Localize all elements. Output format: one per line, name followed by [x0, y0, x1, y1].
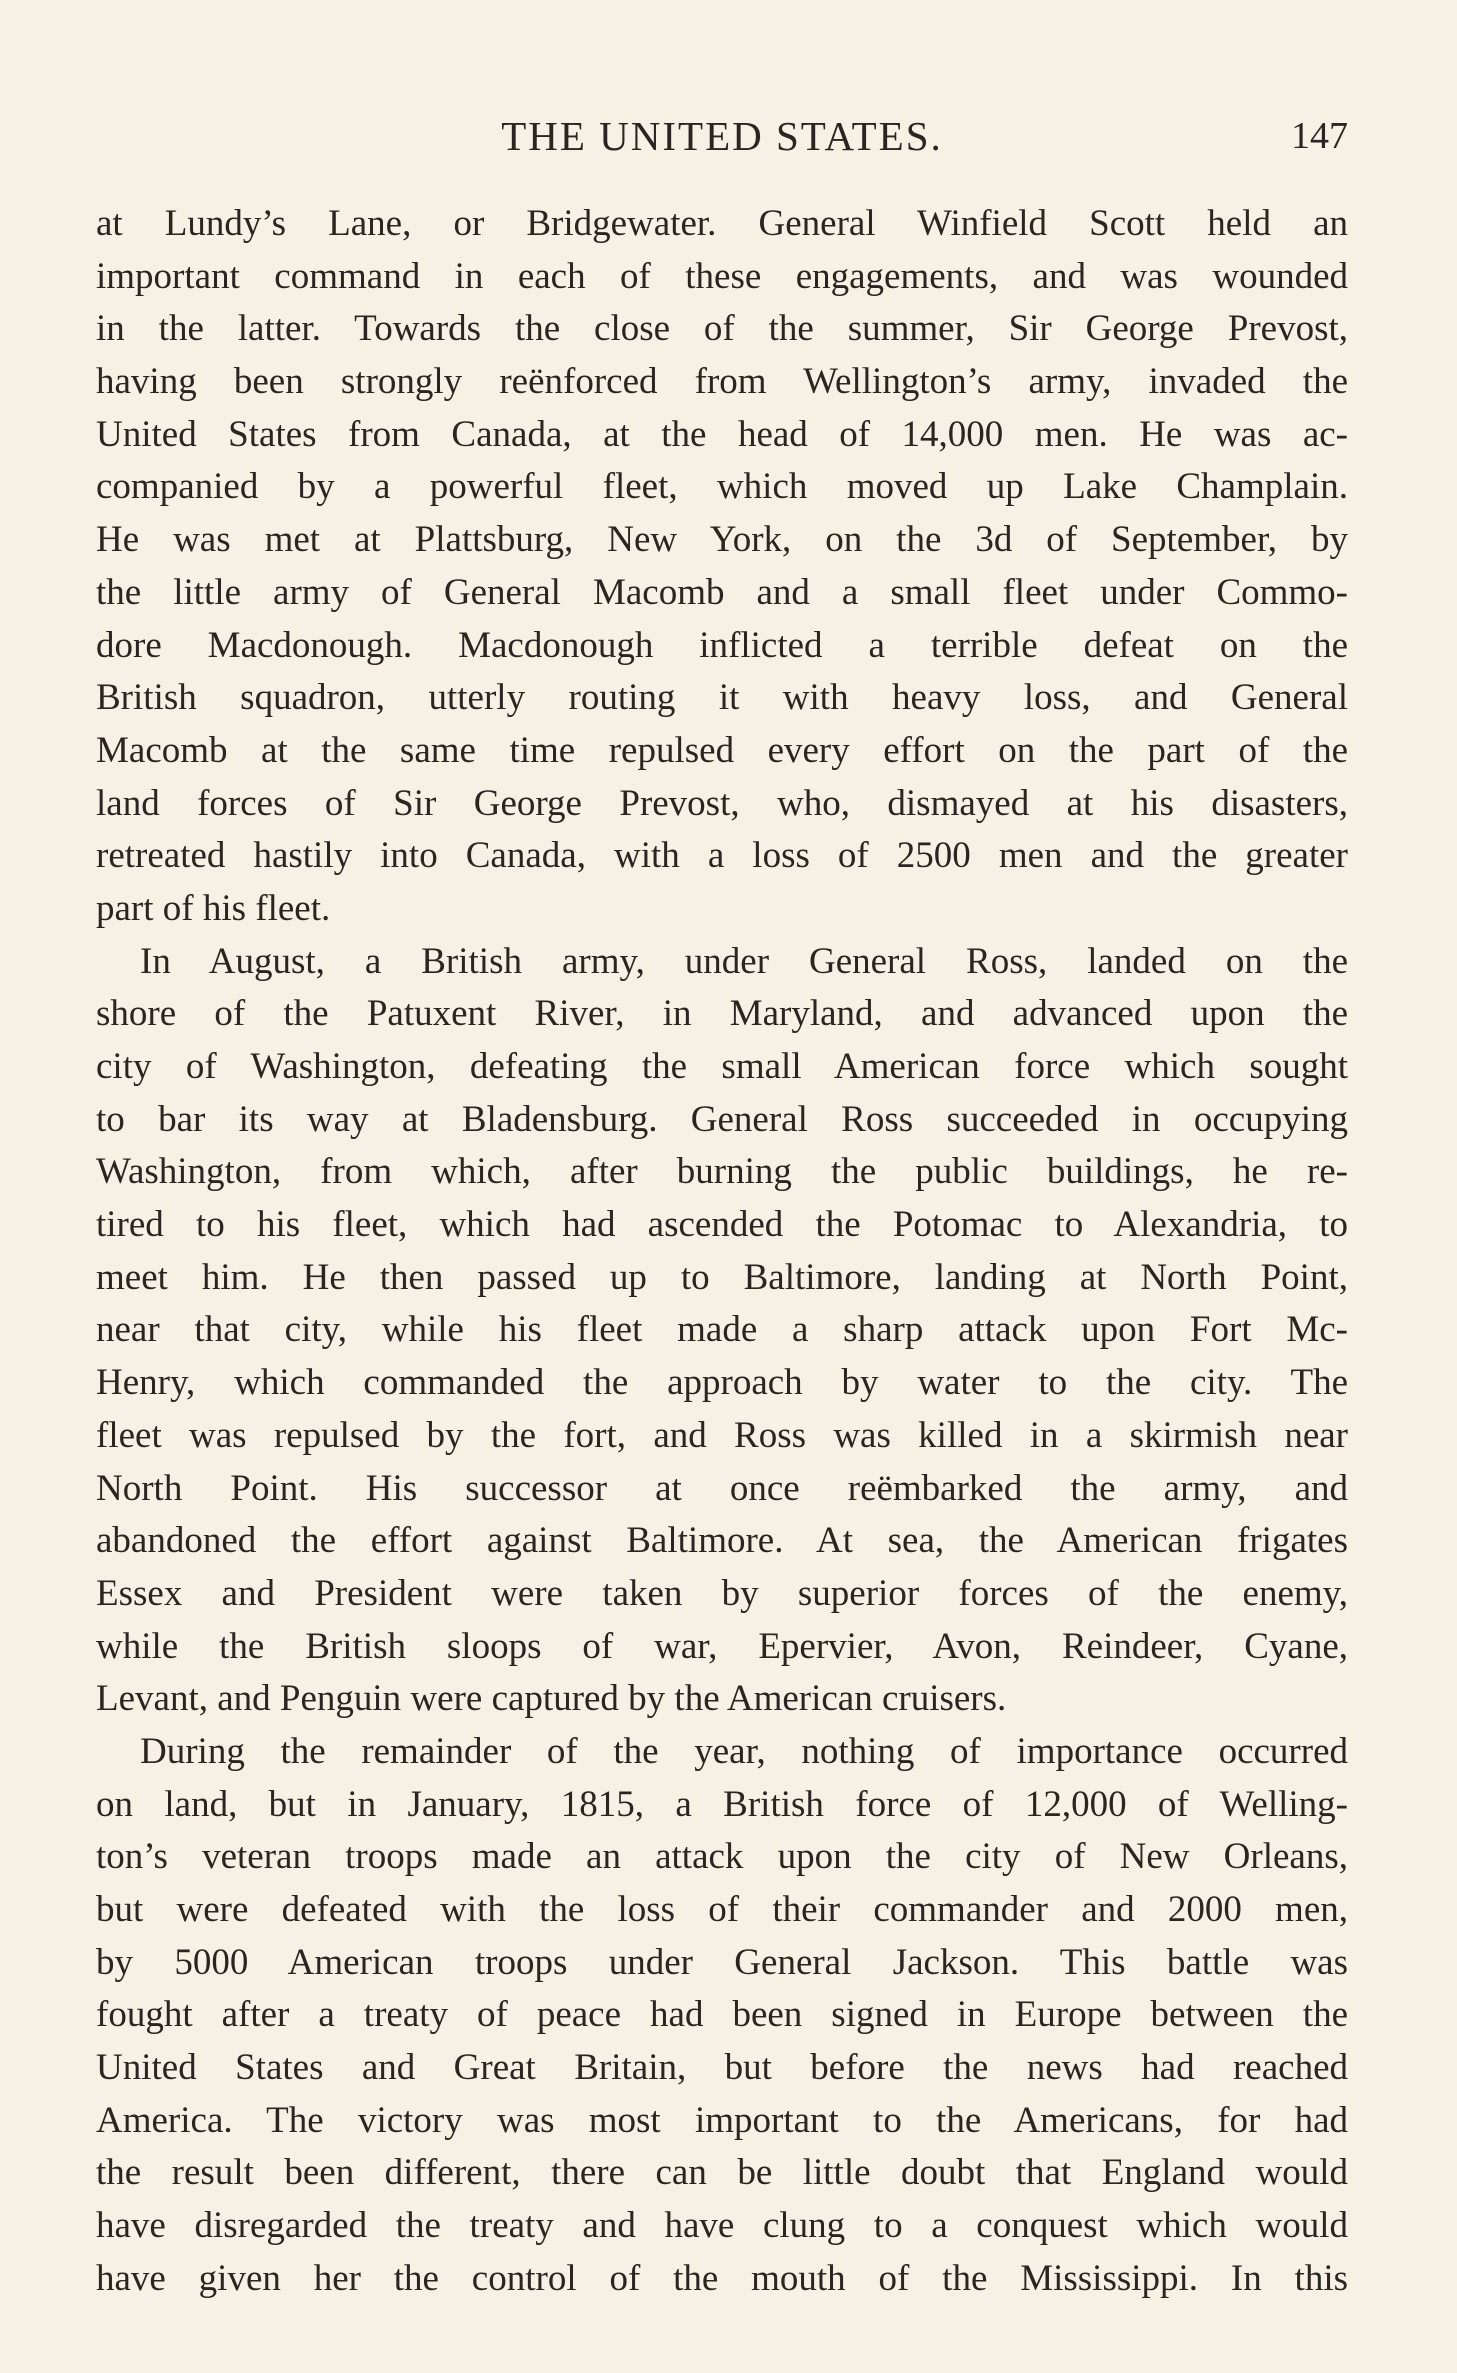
running-title: THE UNITED STATES. [501, 113, 943, 159]
text-line: shore of the Patuxent River, in Maryland, and advanced upon the [96, 993, 1348, 1035]
body-text [96, 198, 1348, 2306]
text-line: United States and Great Britain, but before the news had reached [96, 2047, 1348, 2089]
text-line: abandoned the effort against Baltimore. At sea, the American frigates [96, 1520, 1348, 1562]
text-line: Essex and President were taken by superior forces of the enemy, [96, 1572, 1348, 1614]
running-head [96, 108, 1348, 164]
text-line: He was met at Plattsburg, New York, on the 3d of September, by [96, 519, 1348, 561]
text-line: to bar its way at Bladensburg. General Ross succeeded in occupying [96, 1098, 1348, 1140]
paragraph-end-line: Levant, and Penguin were captured by the American cruisers. [96, 1678, 1007, 1720]
text-line: but were defeated with the loss of their commander and 2000 men, [96, 1889, 1348, 1930]
text-line: British squadron, utterly routing it with heavy loss, and General [96, 677, 1348, 719]
text-line: tired to his fleet, which had ascended the Potomac to Alexandria, to [96, 1204, 1348, 1246]
text-line: Washington, from which, after burning the public buildings, he re- [96, 1151, 1348, 1193]
text-line: the result been different, there can be little doubt that England would [96, 2152, 1348, 2194]
text-line: in the latter. Towards the close of the summer, Sir George Prevost, [96, 308, 1348, 350]
text-line: fought after a treaty of peace had been signed in Europe between the [96, 1994, 1348, 2036]
text-line: important command in each of these engagements, and was wounded [96, 255, 1348, 297]
text-line: retreated hastily into Canada, with a loss of 2500 men and the greater [96, 835, 1348, 877]
text-line: on land, but in January, 1815, a British force of 12,000 of Welling- [96, 1783, 1348, 1825]
page-number: 147 [1291, 115, 1348, 157]
text-line: city of Washington, defeating the small American force which sought [96, 1046, 1348, 1087]
text-line: while the British sloops of war, Epervier, Avon, Reindeer, Cyane, [96, 1625, 1348, 1667]
text-line: fleet was repulsed by the fort, and Ross was killed in a skirmish near [96, 1414, 1348, 1456]
text-line: land forces of Sir George Prevost, who, dismayed at his disasters, [96, 782, 1348, 824]
text-line: North Point. His successor at once reëmbarked the army, and [96, 1467, 1348, 1509]
text-line: near that city, while his fleet made a sharp attack upon Fort Mc- [96, 1309, 1348, 1351]
text-line: at Lundy’s Lane, or Bridgewater. General Winfield Scott held an [96, 203, 1348, 244]
text-line: having been strongly reënforced from Wellington’s army, invaded the [96, 361, 1348, 403]
paragraph-start-line: In August, a British army, under General Ross, landed on the [140, 940, 1348, 982]
text-line: companied by a powerful fleet, which moved up Lake Champlain. [96, 466, 1348, 508]
text-line: the little army of General Macomb and a small fleet under Commo- [96, 571, 1348, 613]
paragraph-start-line: During the remainder of the year, nothing of importance occurred [140, 1730, 1348, 1772]
text-line: Henry, which commanded the approach by water to the city. The [96, 1362, 1348, 1404]
text-line: meet him. He then passed up to Baltimore, landing at North Point, [96, 1256, 1348, 1298]
paragraph-end-line: part of his fleet. [96, 887, 331, 929]
text-line: by 5000 American troops under General Jackson. This battle was [96, 1941, 1348, 1983]
text-line: have given her the control of the mouth of the Mississippi. In this [96, 2257, 1348, 2299]
text-line: dore Macdonough. Macdonough inflicted a terrible defeat on the [96, 624, 1348, 666]
text-line: ton’s veteran troops made an attack upon the city of New Orleans, [96, 1836, 1348, 1878]
text-line: United States from Canada, at the head of 14,000 men. He was ac- [96, 413, 1348, 455]
text-line: America. The victory was most important to the Americans, for had [96, 2099, 1348, 2141]
text-line: have disregarded the treaty and have clung to a conquest which would [96, 2205, 1348, 2247]
text-line: Macomb at the same time repulsed every effort on the part of the [96, 729, 1348, 771]
